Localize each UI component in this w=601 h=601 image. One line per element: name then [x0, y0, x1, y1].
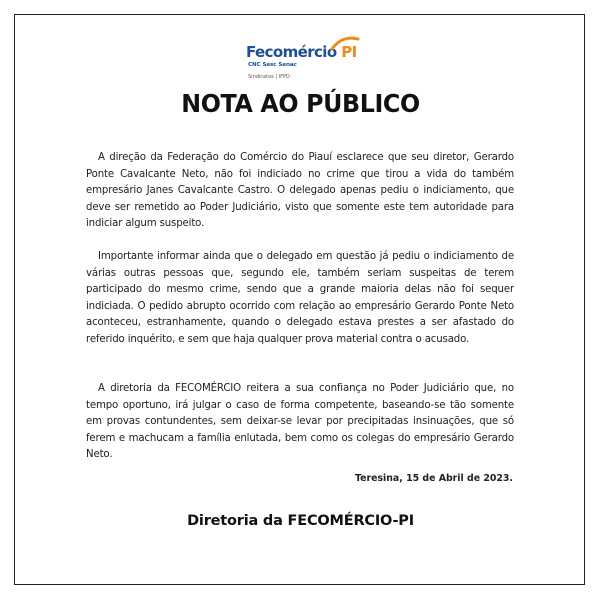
page-title: NOTA AO PÚBLICO — [181, 89, 420, 118]
logo-pi-text: PI — [341, 43, 357, 61]
paragraph-2: Importante informar ainda que o delegado em questão já pediu o indiciamento de várias outras pessoas que, segundo ele, também seriam suspeitas de terem participado do mesmo crime, sendo que a grande maioria delas não foi sequer indiciada. O pedido abrupto ocorrido com relação ao empresário Gerardo Ponte Neto aconteceu, estranhamente, quando o delegado estava prestes a ser afastado do referido inquérito, e sem que haja qualquer prova material contra o acusado. — [86, 251, 514, 345]
fecomercio-logo — [246, 33, 366, 83]
logo-brand-text: Fecomércio — [246, 43, 337, 61]
logo-sub-tagline: Sindicatos | IFPD — [248, 74, 290, 80]
date-line: Teresina, 15 de Abril de 2023. — [354, 473, 513, 484]
signature: Diretoria da FECOMÉRCIO-PI — [187, 513, 414, 529]
paragraph-3: A diretoria da FECOMÉRCIO reitera a sua confiança no Poder Judiciário que, no tempo oportuno, irá julgar o caso de forma competente, baseando-se tão somente em provas contundentes, sem deixar-se levar por precipitadas insinuações, que só ferem e machucam a família enlutada, bem como os colegas do empresário Gerardo Neto. — [86, 383, 514, 461]
paragraph-1: A direção da Federação do Comércio do Piauí esclarece que seu diretor, Gerardo Ponte Cavalcante Neto, não foi indiciado no crime que tirou a vida do também empresário Janes Cavalcante Castro. O delegado apenas pediu o indiciamento, que deve ser remetido ao Poder Judiciário, visto que somente este tem autoridade para indiciar algum suspeito. — [86, 152, 514, 230]
logo-arc-icon — [330, 35, 360, 51]
logo-tagline: CNC Sesc Senac — [248, 62, 297, 68]
